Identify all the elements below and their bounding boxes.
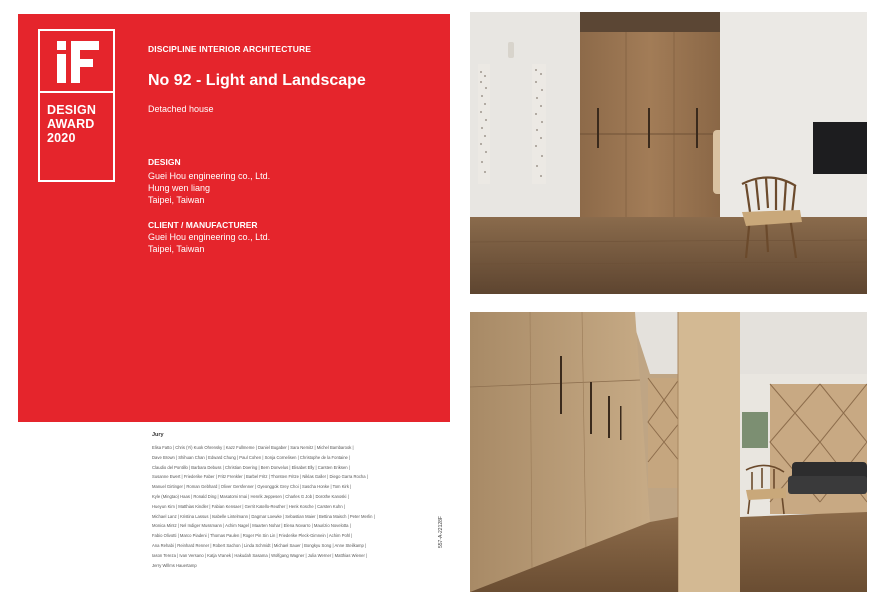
living-room-illustration [470, 12, 867, 294]
client-heading: CLIENT / MANUFACTURER [148, 220, 258, 230]
if-logo-mark-box [40, 31, 113, 93]
interior-photo-corridor [470, 312, 867, 592]
jury-line: Ana Rehabi | Reinhard Renner | Robert Sachon | Linda Schmidt | Michael Sauer | Bongkyu Song | Anne Steilkamp | [152, 542, 367, 548]
jury-line: Iason Tereza | Ivan Versano | Katja Vranek | Hakudah Sasama | Wolfgang Wagner | Julia Werner | Matthias Wiener | [152, 552, 368, 558]
design-heading: DESIGN [148, 157, 181, 167]
jury-line: Susanne Ewert | Friederike Faber | Fritz Frenkler | Barbel Fritz | Thorsten Fritze | Niklas Galler | Diego Garra Rocha | [152, 474, 368, 480]
jury-line: Claudio del Pontillo | Barbara Debuss | Christian Doering | Bern Donvelus | Elisabet Elly | Carsten Eriksen | [152, 464, 350, 470]
project-subtitle: Detached house [148, 104, 214, 114]
award-name [47, 103, 96, 145]
design-line: Guei Hou engineering co., Ltd. [148, 171, 271, 181]
jury-line: Michael Lanz | Kristina Lassus | Isabelle Lintelmann | Dagmar Loewke | Sebastian Maier | Bettina Maisch | Peter Merlin | [152, 513, 375, 519]
project-title: No 92 - Light and Landscape [148, 72, 366, 89]
jury-line: Fabio Olivotti | Marco Piadeni | Thomas Paulen | Roger Pin Sin Lin | Friederike Pleck-Gimnein | Achim Pohl | [152, 533, 353, 539]
if-logo-icon [54, 37, 104, 87]
corridor-illustration [470, 312, 867, 592]
client-line: Guei Hou engineering co., Ltd. [148, 232, 271, 242]
interior-photo-living-room [470, 12, 867, 294]
client-line: Taipei, Taiwan [148, 244, 205, 254]
award-line-award: AWARD [47, 117, 95, 131]
discipline-label: DISCIPLINE INTERIOR ARCHITECTURE [148, 44, 311, 54]
design-line: Taipei, Taiwan [148, 195, 205, 205]
if-design-award-logo [38, 29, 115, 182]
award-line-year: 2020 [47, 131, 76, 145]
design-line: Hung wen liang [148, 183, 211, 193]
jury-line: Dave Brown | Shihuan Chan | Edward Chung | Paul Cohen | Sonja Cornelisen | Christophe de la Fontaine | [152, 454, 351, 460]
jury-line: Monica Mintz | Nel Indiger Mussmann | Achim Nagel | Maarten Nohar | Elena Novarro | Maurizio Novelotta | [152, 523, 351, 529]
jury-line: Manuel Girtinger | Roman Gebhard | Oliver Gersfenner | Gyeonggok Grey Choi | Sascha Honke | Tom Kirk | [152, 484, 352, 490]
jury-line: Jerry Willms Hauertamp [152, 562, 197, 568]
jury-list [152, 432, 430, 570]
document-code: 557-A-22128F [438, 516, 444, 548]
jury-line: Elisa Fatto | Chris (Yi) Kuok Ohrensky | Kazz Fullmeme | Daniel Bugaber | Sara Nemitz | Michel Bambarook | [152, 445, 354, 450]
award-line-design: DESIGN [47, 103, 97, 117]
jury-line: Kyle (Mingtao) Haas | Ronald Ding | Masatomi Imai | Henrik Jeppesen | Charles G Job | Dorothe Kanoski | [152, 493, 349, 499]
jury-line: Hueyun Kim | Matthias Kindler | Fabian Kensaer | Gerrit Katello-Reuther | Henk Kosche | Carsten Kuhn | [152, 503, 345, 509]
award-info-panel [18, 14, 450, 422]
jury-title: Jury [152, 432, 164, 438]
